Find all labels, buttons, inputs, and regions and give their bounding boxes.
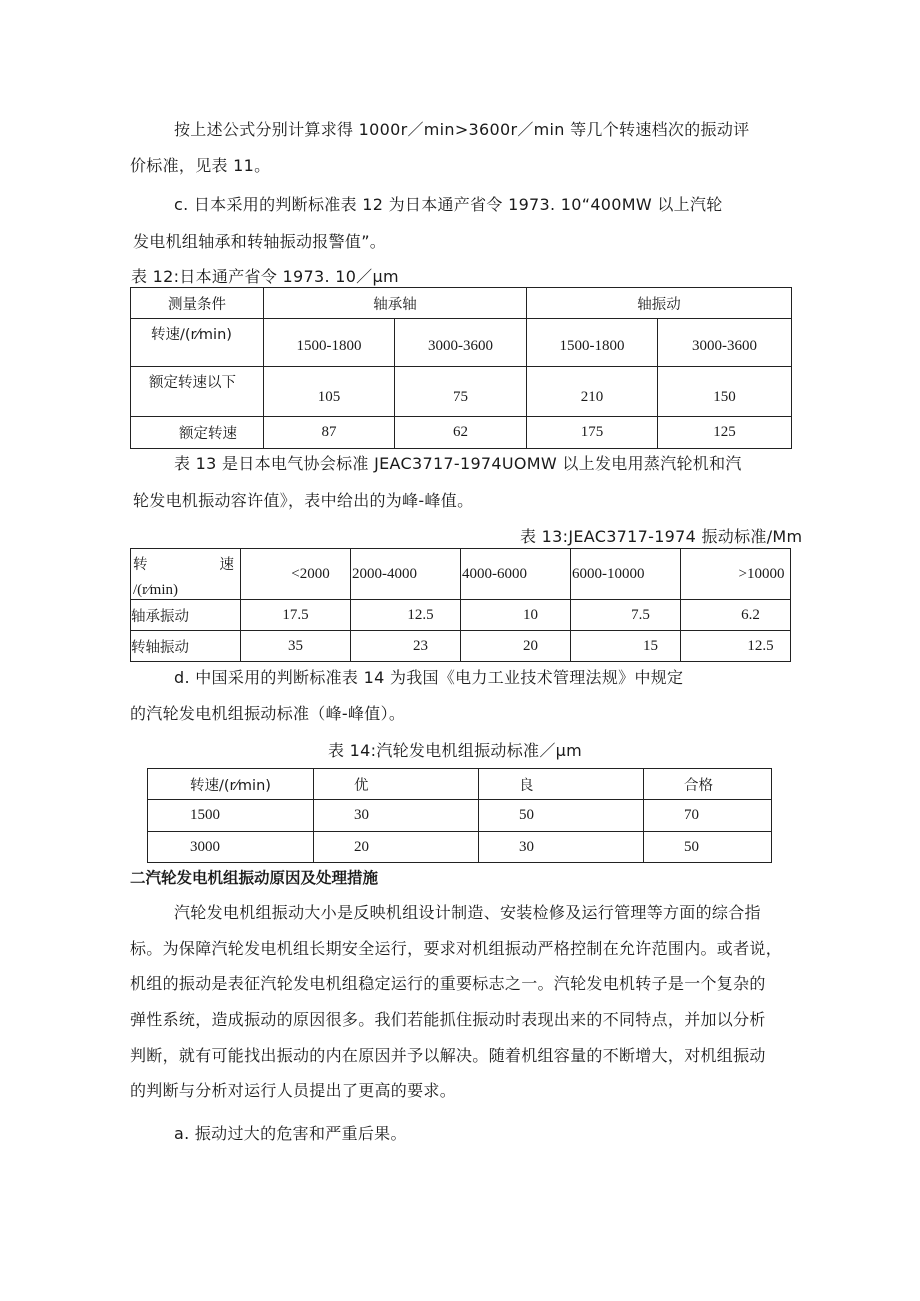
- mid-line-2: 轮发电机振动容许值》，表中给出的为峰-峰值。: [133, 491, 474, 510]
- table-cell: 50: [644, 832, 772, 863]
- table-cell: 20: [314, 832, 479, 863]
- table-cell: 10: [461, 600, 571, 631]
- table-cell: 6.2: [681, 600, 791, 631]
- table-cell: 105: [264, 367, 395, 417]
- table-row: [131, 319, 792, 367]
- table-12: [130, 287, 792, 449]
- condition-label: 测量条件: [131, 288, 264, 319]
- table-header: <2000: [241, 549, 351, 600]
- table-14: [147, 768, 772, 863]
- table-cell: 15: [571, 631, 681, 662]
- item-a: a. 振动过大的危害和严重后果。: [174, 1124, 407, 1143]
- table-header: 2000-4000: [351, 549, 461, 600]
- intro-line-3: c. 日本采用的判断标准表 12 为日本通产省令 1973. 10“400MW 以上汽轮: [174, 195, 723, 214]
- table-row: [131, 631, 791, 662]
- intro-line-1: 按上述公式分别计算求得 1000r／min>3600r／min 等几个转速档次的振动评: [174, 120, 750, 139]
- table-row: [131, 367, 792, 417]
- table-cell: 210: [527, 367, 658, 417]
- body-line-3: 机组的振动是表征汽轮发电机组稳定运行的重要标志之一。汽轮发电机转子是一个复杂的: [130, 974, 766, 993]
- table-cell: 3000-3600: [395, 319, 527, 367]
- table-cell: 3000: [148, 832, 314, 863]
- body-line-1: 汽轮发电机组振动大小是反映机组设计制造、安装检修及运行管理等方面的综合指: [174, 903, 761, 922]
- table-cell: 30: [314, 800, 479, 832]
- table-cell: 125: [658, 417, 792, 449]
- row-label: 额定转速: [131, 417, 264, 449]
- table-cell: 3000-3600: [658, 319, 792, 367]
- table14-caption: 表 14:汽轮发电机组振动标准／μm: [328, 741, 583, 760]
- mid-line-1: 表 13 是日本电气协会标准 JEAC3717-1974UOMW 以上发电用蒸汽轮机和汽: [174, 454, 742, 473]
- table-cell: 7.5: [571, 600, 681, 631]
- body-line-5: 判断，就有可能找出振动的内在原因并予以解决。随着机组容量的不断增大，对机组振动: [130, 1046, 766, 1065]
- row-label: 轴承振动: [131, 600, 241, 631]
- table-header: 优: [314, 769, 479, 800]
- table-row: [148, 832, 772, 863]
- table-header: 良: [479, 769, 644, 800]
- table-header: >10000: [681, 549, 791, 600]
- table-cell: 87: [264, 417, 395, 449]
- table-cell: 35: [241, 631, 351, 662]
- speed-label-cell: [131, 549, 241, 600]
- section-title: 二汽轮发电机组振动原因及处理措施: [130, 869, 379, 887]
- speed-label-c: /(r⁄min): [133, 582, 178, 598]
- table-cell: 1500: [148, 800, 314, 832]
- d-line-1: d. 中国采用的判断标准表 14 为我国《电力工业技术管理法规》中规定: [174, 668, 684, 687]
- table-header: 合格: [644, 769, 772, 800]
- table-header: 6000-10000: [571, 549, 681, 600]
- table-13: [130, 548, 791, 662]
- table-cell: 12.5: [681, 631, 791, 662]
- speed-label: 转速/(r⁄min): [131, 319, 264, 367]
- table-cell: 1500-1800: [264, 319, 395, 367]
- table-cell: 70: [644, 800, 772, 832]
- group-shaft: 轴振动: [527, 288, 792, 319]
- table12-caption: 表 12:日本通产省令 1973. 10／μm: [131, 267, 399, 286]
- table-cell: 62: [395, 417, 527, 449]
- table-header: 4000-6000: [461, 549, 571, 600]
- speed-label-a: 转: [133, 557, 148, 573]
- table-row: [148, 800, 772, 832]
- table-row: [131, 549, 791, 600]
- table-cell: 1500-1800: [527, 319, 658, 367]
- table-cell: 30: [479, 832, 644, 863]
- d-line-2: 的汽轮发电机组振动标准（峰-峰值）。: [130, 704, 406, 723]
- table-cell: 17.5: [241, 600, 351, 631]
- row-label: 额定转速以下: [131, 367, 264, 417]
- table13-caption: 表 13:JEAC3717-1974 振动标准/Mm: [520, 527, 803, 546]
- table-cell: 50: [479, 800, 644, 832]
- table-row: [148, 769, 772, 800]
- intro-line-2: 价标准，见表 11。: [130, 156, 271, 175]
- intro-line-4: 发电机组轴承和转轴振动报警值”。: [133, 232, 387, 251]
- table-header: 转速/(r⁄min): [148, 769, 314, 800]
- row-label: 转轴振动: [131, 631, 241, 662]
- group-bearing: 轴承轴: [264, 288, 527, 319]
- table-cell: 150: [658, 367, 792, 417]
- table-cell: 75: [395, 367, 527, 417]
- table-row: [131, 417, 792, 449]
- table-row: [131, 288, 792, 319]
- table-cell: 175: [527, 417, 658, 449]
- table-row: [131, 600, 791, 631]
- table-cell: 20: [461, 631, 571, 662]
- table-cell: 23: [351, 631, 461, 662]
- table-cell: 12.5: [351, 600, 461, 631]
- body-line-4: 弹性系统，造成振动的原因很多。我们若能抓住振动时表现出来的不同特点，并加以分析: [130, 1010, 766, 1029]
- body-line-2: 标。为保障汽轮发电机组长期安全运行，要求对机组振动严格控制在允许范围内。或者说，: [130, 939, 783, 958]
- speed-label-b: 速: [219, 557, 234, 573]
- body-line-6: 的判断与分析对运行人员提出了更高的要求。: [130, 1081, 457, 1100]
